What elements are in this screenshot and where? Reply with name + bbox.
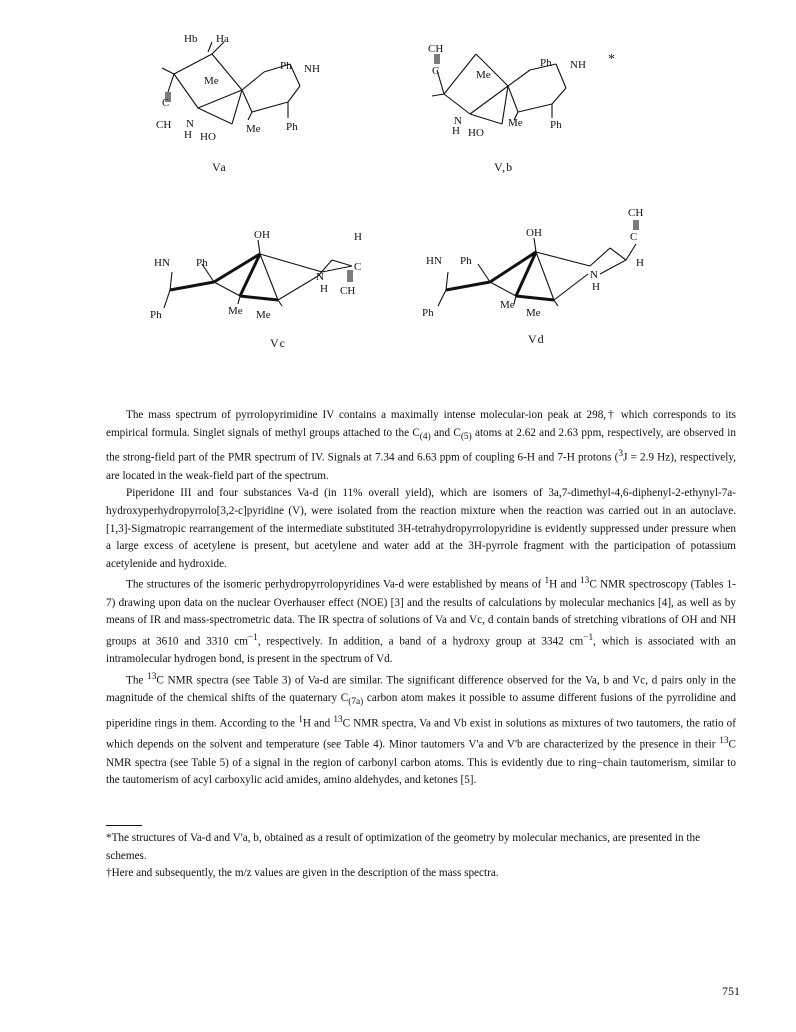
paragraph-4: The $^{13}$C NMR spectra (see Table 3) of Va-d are similar. The significant difference observed for the Va, b and Vc, d pairs only in the magnitude of the chemical shifts of the quaternary $C_{(7a)}$ carbon atom makes it possible to assume different fusions of the pyrrolidine and piperidine rings in them. According to the $^1$H and $^{13}$C NMR spectra, Va and Vb exist in solutions as mixtures of two tautomers, the ratio of which depends on the solvent and temperature (see Table 4). Minor tautomers V'a and V'b are characterized by the presence in their $^{13}$C NMR spectra (see Table 5) of a signal in the region of carbonyl carbon atoms. This is evidently due to ring−chain tautomerism, similar to the tautomerism of acyl carboxylic acid amides, amino aldehydes, and ketones [5]. xyxy=(106,671,736,787)
vb-label-c: C xyxy=(432,65,440,77)
vb-label-nh: NH xyxy=(570,59,586,71)
va-label-me1: Me xyxy=(204,75,219,87)
caption-va: Va xyxy=(212,160,227,174)
vc-label-ph1: Ph xyxy=(196,257,208,269)
vb-label-ch: CH xyxy=(428,43,444,55)
va-label-ho: HO xyxy=(200,131,216,143)
vc-label-h1: H xyxy=(354,231,362,243)
va-label-ha: Ha xyxy=(216,33,229,45)
structure-va-drawing xyxy=(140,30,340,150)
structure-vd-drawing xyxy=(416,204,656,334)
vd-label-me1: Me xyxy=(500,299,515,311)
paragraph-3: The structures of the isomeric perhydropyrrolopyridines Va-d were established by means of $^1$H and $^{13}$C NMR spectroscopy (Tables 1-7) drawing upon data on the nuclear Overhauser effect (NOE) [3] and the results of calculations by molecular mechanics [4], as well as by means of IR and mass-spectrometric data. The IR spectra of solutions of Va and Vc, d contain bands of stretching vibrations of OH and NH groups at 3610 and 3310 $cm^{-1}$, respectively. In addition, a band of a hydroxy group at 3342 $cm^{-1}$, which is associated with an intramolecular hydrogen bond, is present in the spectrum of Vd. xyxy=(106,576,736,666)
vd-label-ph1: Ph xyxy=(460,255,472,267)
footnote-marker-star: * xyxy=(608,52,615,67)
vd-label-c: C xyxy=(630,231,638,243)
body-text xyxy=(106,407,736,790)
vc-label-n: N xyxy=(316,271,324,283)
vc-label-h2: H xyxy=(320,283,328,295)
va-label-ph1: Ph xyxy=(280,60,292,72)
va-label-me2: Me xyxy=(246,123,261,135)
va-label-c: C xyxy=(162,97,170,109)
structure-va xyxy=(140,30,340,150)
vd-label-ch: CH xyxy=(628,207,644,219)
vb-label-me1: Me xyxy=(476,69,491,81)
vc-label-hn: HN xyxy=(154,257,170,269)
footnote-rule xyxy=(106,825,142,826)
vd-label-oh: OH xyxy=(526,227,542,239)
vb-label-me2: Me xyxy=(508,117,523,129)
vc-label-me2: Me xyxy=(256,309,271,321)
footnotes xyxy=(106,830,736,883)
structure-vb-drawing xyxy=(420,30,620,150)
caption-vd: Vd xyxy=(528,332,545,346)
va-label-h: H xyxy=(184,129,192,141)
vd-label-ph2: Ph xyxy=(422,307,434,319)
vd-label-h1: H xyxy=(636,257,644,269)
vc-label-ch: CH xyxy=(340,285,356,297)
va-label-nh: NH xyxy=(304,63,320,75)
paragraph-1: The mass spectrum of pyrrolopyrimidine IV contains a maximally intense molecular-ion peak at 298,† which corresponds to its empirical formula. Singlet signals of methyl groups attached to the $C_{(4)}$ and $C_{(5)}$ atoms at 2.62 and 2.63 ppm, respectively, are observed in the strong-field part of the PMR spectrum of IV. Signals at 7.34 and 6.63 ppm of coupling 6-H and 7-H protons ($^3$J = 2.9 Hz), respectively, are located in the weak-field part of the spectrum. xyxy=(106,409,737,482)
page-number: 751 xyxy=(722,984,740,998)
vb-label-ph2: Ph xyxy=(550,119,562,131)
vc-label-c: C xyxy=(354,261,362,273)
vb-label-n: N xyxy=(454,115,462,127)
vb-label-ho: HO xyxy=(468,127,484,139)
vd-label-n: N xyxy=(590,269,598,281)
va-label-hb: Hb xyxy=(184,33,198,45)
structure-vb xyxy=(420,30,620,150)
structure-vd xyxy=(416,204,656,334)
va-label-n: N xyxy=(186,118,194,130)
vd-label-hn: HN xyxy=(426,255,442,267)
va-label-ch: CH xyxy=(156,119,172,131)
vc-label-oh: OH xyxy=(254,229,270,241)
structure-vc xyxy=(140,224,380,334)
paragraph-2: Piperidone III and four substances Va-d (in 11% overall yield), which are isomers of 3a,7-dimethyl-4,6-diphenyl-2-ethynyl-7a-hydroxyperhydropyrrolo[3,2-c]pyridine (V), were isolated from the reaction mixture when the reaction was carried out in an autoclave. [1,3]-Sigmatropic rearrangement of the intermediate substituted 3H-tetrahydropyrrolopyridine is evidently suppressed under pressure when a large excess of acetylene is present, but acetylene and water add at the 3H-pyrrole fragment with the participation of potassium acetylenide and hydroxide. xyxy=(106,487,736,570)
caption-vc: Vc xyxy=(270,336,286,350)
footnote-star: *The structures of Va-d and V'a, b, obtained as a result of optimization of the geometry by molecular mechanics, are presented in the schemes. xyxy=(106,832,701,862)
footnote-dagger: †Here and subsequently, the m/z values are given in the description of the mass spectra. xyxy=(106,867,499,880)
vb-label-h: H xyxy=(452,125,460,137)
va-label-ph2: Ph xyxy=(286,121,298,133)
vd-label-h2: H xyxy=(592,281,600,293)
structure-vc-drawing xyxy=(140,224,380,334)
vc-label-ph2: Ph xyxy=(150,309,162,321)
vc-label-me1: Me xyxy=(228,305,243,317)
caption-vb: V,b xyxy=(494,160,514,174)
vb-label-ph1: Ph xyxy=(540,57,552,69)
vd-label-me2: Me xyxy=(526,307,541,319)
